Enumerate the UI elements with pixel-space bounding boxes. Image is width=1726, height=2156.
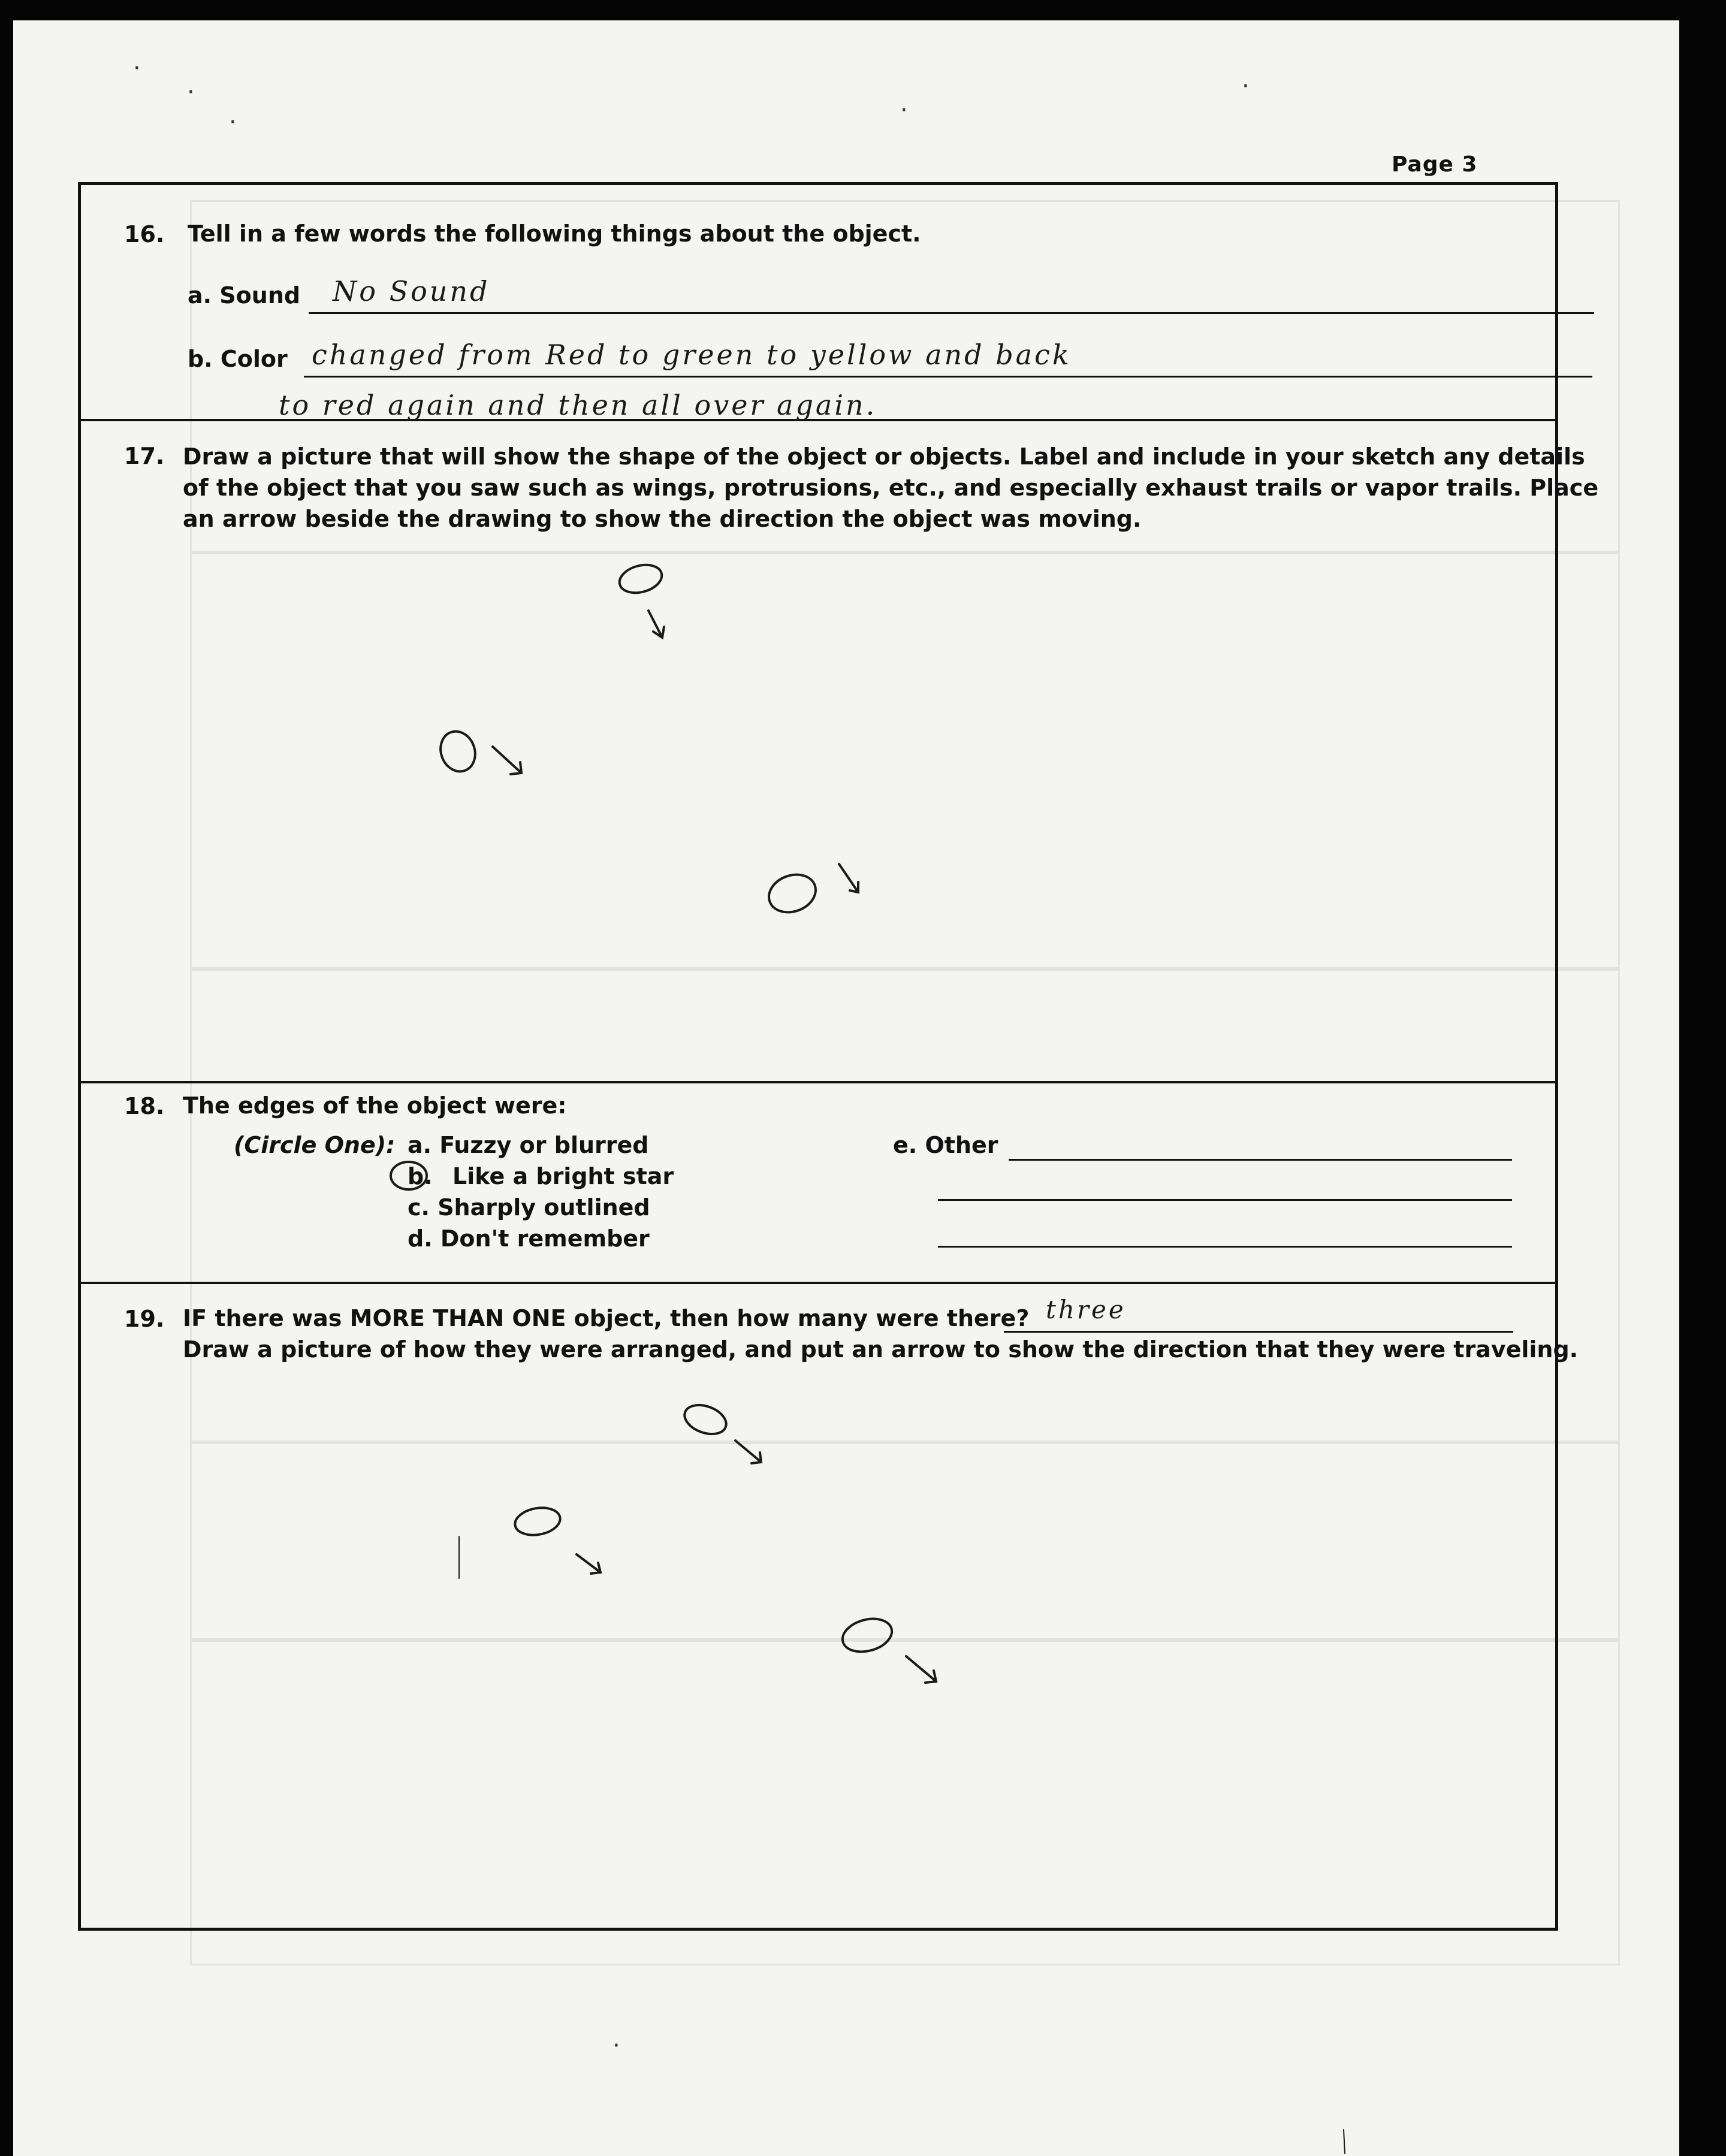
sound-answer: No Sound [333, 275, 490, 307]
circle-one-label: (Circle One): [234, 1132, 396, 1158]
speck-mark: · [229, 108, 237, 136]
question-prompt: The edges of the object were: [183, 1092, 567, 1119]
option-b-circle [391, 1162, 427, 1189]
question-number: 16. [124, 221, 165, 247]
color-answer-line-2: to red again and then all over again. [279, 389, 877, 421]
option-c: c. Sharply outlined [408, 1194, 650, 1221]
color-answer-line-1: changed from Red to green to yellow and back [312, 339, 1072, 371]
question-prompt: Tell in a few words the following things about the object. [188, 221, 921, 247]
speck-mark: · [612, 2032, 620, 2060]
question-number: 19. [124, 1306, 165, 1332]
question-prompt-line: Draw a picture of how they were arranged, and put an arrow to show the direction that they were traveling. [183, 1336, 1579, 1363]
option-d: d. Don't remember [408, 1225, 650, 1252]
question-prompt-line: Draw a picture that will show the shape of the object or objects. Label and include in your sketch any details [183, 443, 1585, 470]
option-e-other: e. Other [893, 1132, 998, 1158]
stray-pencil-mark [1344, 2130, 1345, 2154]
page-number: Page 3 [1392, 152, 1478, 177]
q17-object-1 [617, 560, 665, 638]
question-prompt-line: of the object that you saw such as wings, protrusions, etc., and especially exhaust trails or vapor trails. Place [183, 475, 1599, 501]
speck-mark: · [1242, 73, 1250, 100]
option-b: Like a bright star [452, 1163, 674, 1189]
q19-object-3 [839, 1614, 936, 1683]
scanned-page [13, 20, 1679, 2156]
question-number: 17. [124, 443, 165, 469]
sound-label: a. Sound [188, 282, 301, 309]
q19-object-2 [513, 1505, 601, 1574]
option-b-letter: b. [408, 1163, 433, 1189]
q17-object-2 [435, 726, 521, 776]
q19-object-1 [681, 1400, 761, 1463]
option-a: a. Fuzzy or blurred [408, 1132, 649, 1158]
q17-object-3 [764, 864, 858, 919]
speck-mark: · [900, 96, 908, 124]
speck-mark: · [187, 78, 195, 106]
color-label: b. Color [188, 346, 288, 372]
question-number: 18. [124, 1093, 165, 1119]
hand-sketches [13, 20, 1679, 2156]
question-prompt-line: IF there was MORE THAN ONE object, then how many were there? [183, 1305, 1030, 1331]
count-answer: three [1046, 1295, 1126, 1324]
question-prompt-line: an arrow beside the drawing to show the direction the object was moving. [183, 506, 1142, 532]
speck-mark: · [133, 55, 141, 82]
